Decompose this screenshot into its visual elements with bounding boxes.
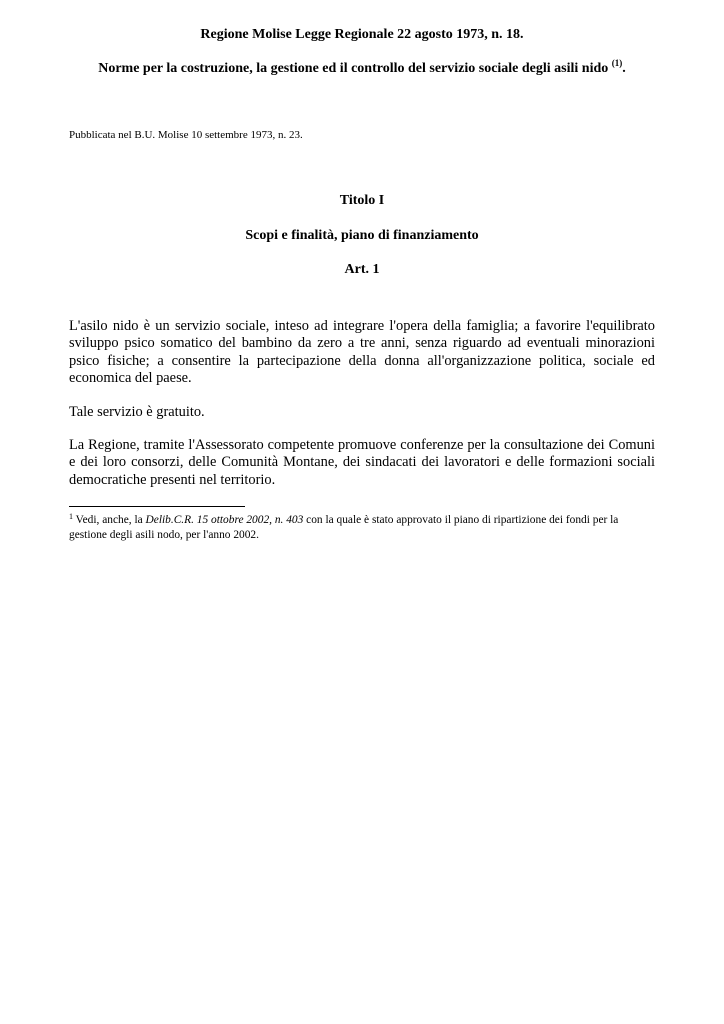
footnote-text-before: Vedi, anche, la xyxy=(73,514,146,526)
footnote xyxy=(69,513,655,542)
footnote-link[interactable]: Delib.C.R. 15 ottobre 2002, n. 403 xyxy=(145,514,304,526)
document-title: Regione Molise Legge Regionale 22 agosto 1973, n. 18. xyxy=(200,27,524,42)
section-heading: Scopi e finalità, piano di finanziamento xyxy=(245,228,479,243)
footnote-text-after: con la quale è stato approvato il piano di ripartizione dei fondi per la gestione degli asili nodo, per l'anno 2002. xyxy=(69,514,619,541)
article-heading: Art. 1 xyxy=(344,262,380,277)
section-title: Titolo I xyxy=(339,193,385,208)
footnote-reference[interactable]: (1) xyxy=(611,58,623,68)
footnote-number: 1 xyxy=(69,512,73,521)
footnote-separator xyxy=(69,506,245,507)
publication-note: Pubblicata nel B.U. Molise 10 settembre 1973, n. 23. xyxy=(69,129,303,141)
subtitle-period: . xyxy=(622,61,626,76)
article-paragraph-1: L'asilo nido è un servizio sociale, inteso ad integrare l'opera della famiglia; a favorire l'equilibrato sviluppo psico somatico del bambino da zero a tre anni, senza riguardo ad eventuali minorazioni psico fisiche; a consentire la partecipazione della donna all'organizzazione politica, sociale ed economica del paese. xyxy=(69,318,655,386)
article-paragraph-2: Tale servizio è gratuito. xyxy=(69,404,205,420)
article-paragraph-3: La Regione, tramite l'Assessorato competente promuove conferenze per la consultazione dei Comuni e dei loro consorzi, delle Comunità Montane, dei sindacati dei lavoratori e delle formazioni sociali democratiche presenti nel territorio. xyxy=(69,437,655,488)
document-subtitle xyxy=(0,58,724,77)
subtitle-text: Norme per la costruzione, la gestione ed il controllo del servizio sociale degli asili nido xyxy=(98,61,609,76)
